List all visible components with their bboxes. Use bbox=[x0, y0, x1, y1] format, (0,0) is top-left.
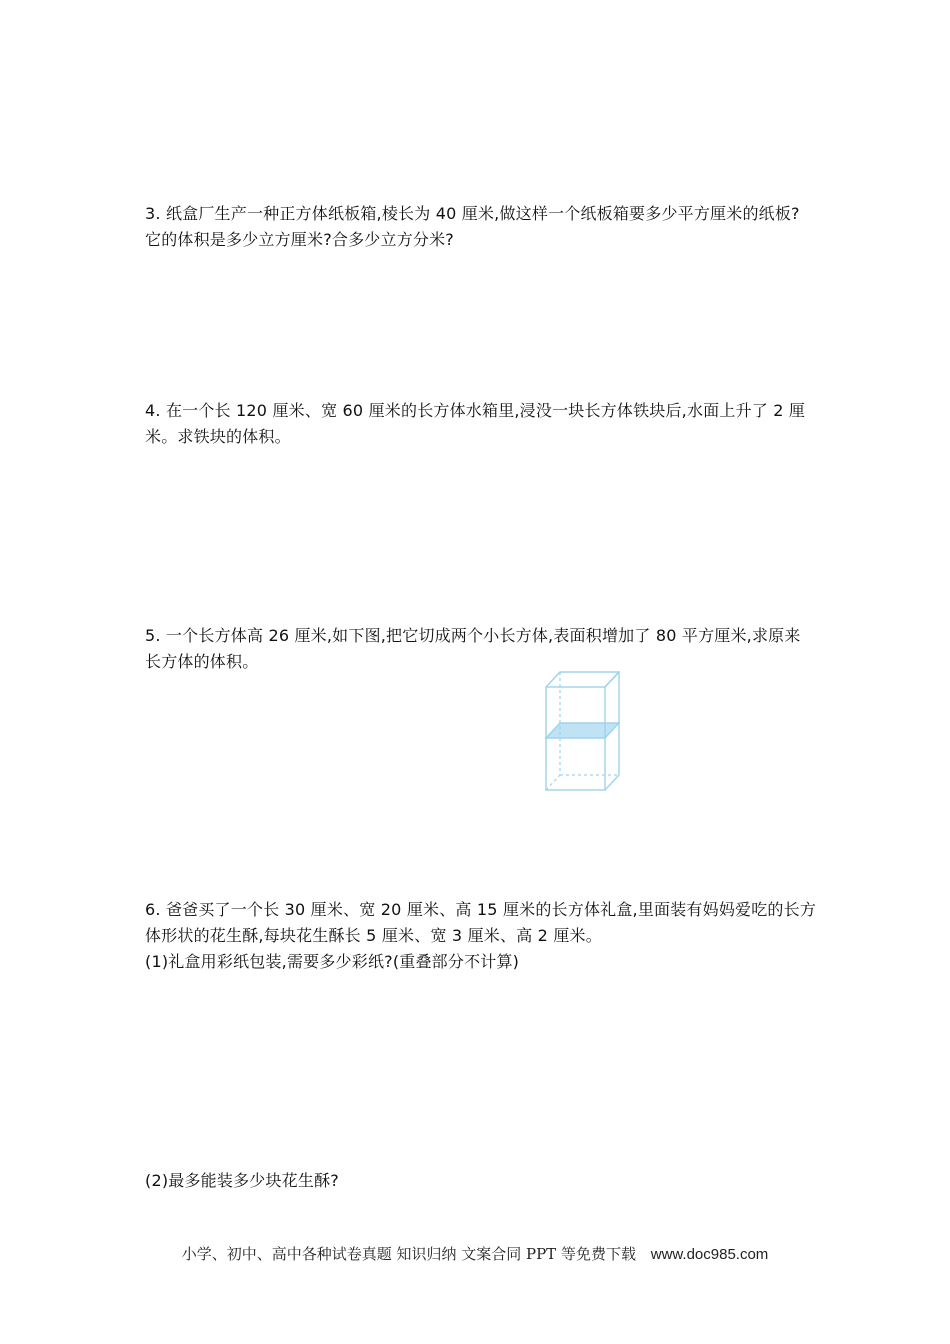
problem-5-line-1: 5. 一个长方体高 26 厘米,如下图,把它切成两个小长方体,表面积增加了 80 平方厘米,求原来 bbox=[145, 626, 801, 645]
problem-5-line-2: 长方体的体积。 bbox=[145, 652, 259, 671]
problem-6-part-1: (1)礼盒用彩纸包装,需要多少彩纸?(重叠部分不计算) bbox=[145, 952, 520, 971]
bottom-right-edge bbox=[605, 775, 619, 790]
problem-6-line-2: 体形状的花生酥,每块花生酥长 5 厘米、宽 3 厘米、高 2 厘米。 bbox=[145, 926, 602, 945]
problem-6-part-2-block bbox=[145, 1168, 815, 1194]
problem-3-line-2: 它的体积是多少立方厘米?合多少立方分米? bbox=[145, 230, 454, 249]
footer-text: 小学、初中、高中各种试卷真题 知识归纳 文案合同 PPT 等免费下载 bbox=[181, 1245, 636, 1263]
cut-section bbox=[546, 723, 619, 738]
problem-4 bbox=[145, 398, 815, 450]
problem-6-line-1: 6. 爸爸买了一个长 30 厘米、宽 20 厘米、高 15 厘米的长方体礼盒,里面装有妈妈爱吃的长方 bbox=[145, 900, 817, 919]
problem-6 bbox=[145, 897, 815, 975]
problem-5 bbox=[145, 623, 815, 675]
problem-3-line-1: 3. 纸盒厂生产一种正方体纸板箱,棱长为 40 厘米,做这样一个纸板箱要多少平方厘米的纸板? bbox=[145, 204, 800, 223]
hidden-bottom-left-edge bbox=[546, 775, 560, 790]
problem-4-line-1: 4. 在一个长 120 厘米、宽 60 厘米的长方体水箱里,浸没一块长方体铁块后,水面上升了 2 厘 bbox=[145, 401, 806, 420]
problem-6-part-2: (2)最多能装多少块花生酥? bbox=[145, 1171, 339, 1190]
problem-4-line-2: 米。求铁块的体积。 bbox=[145, 427, 291, 446]
problem-3 bbox=[145, 201, 815, 253]
footer bbox=[0, 1243, 950, 1264]
cuboid-cut-diagram-icon bbox=[540, 667, 628, 795]
top-right-edge bbox=[605, 672, 619, 687]
footer-url[interactable]: www.doc985.com bbox=[650, 1246, 769, 1263]
